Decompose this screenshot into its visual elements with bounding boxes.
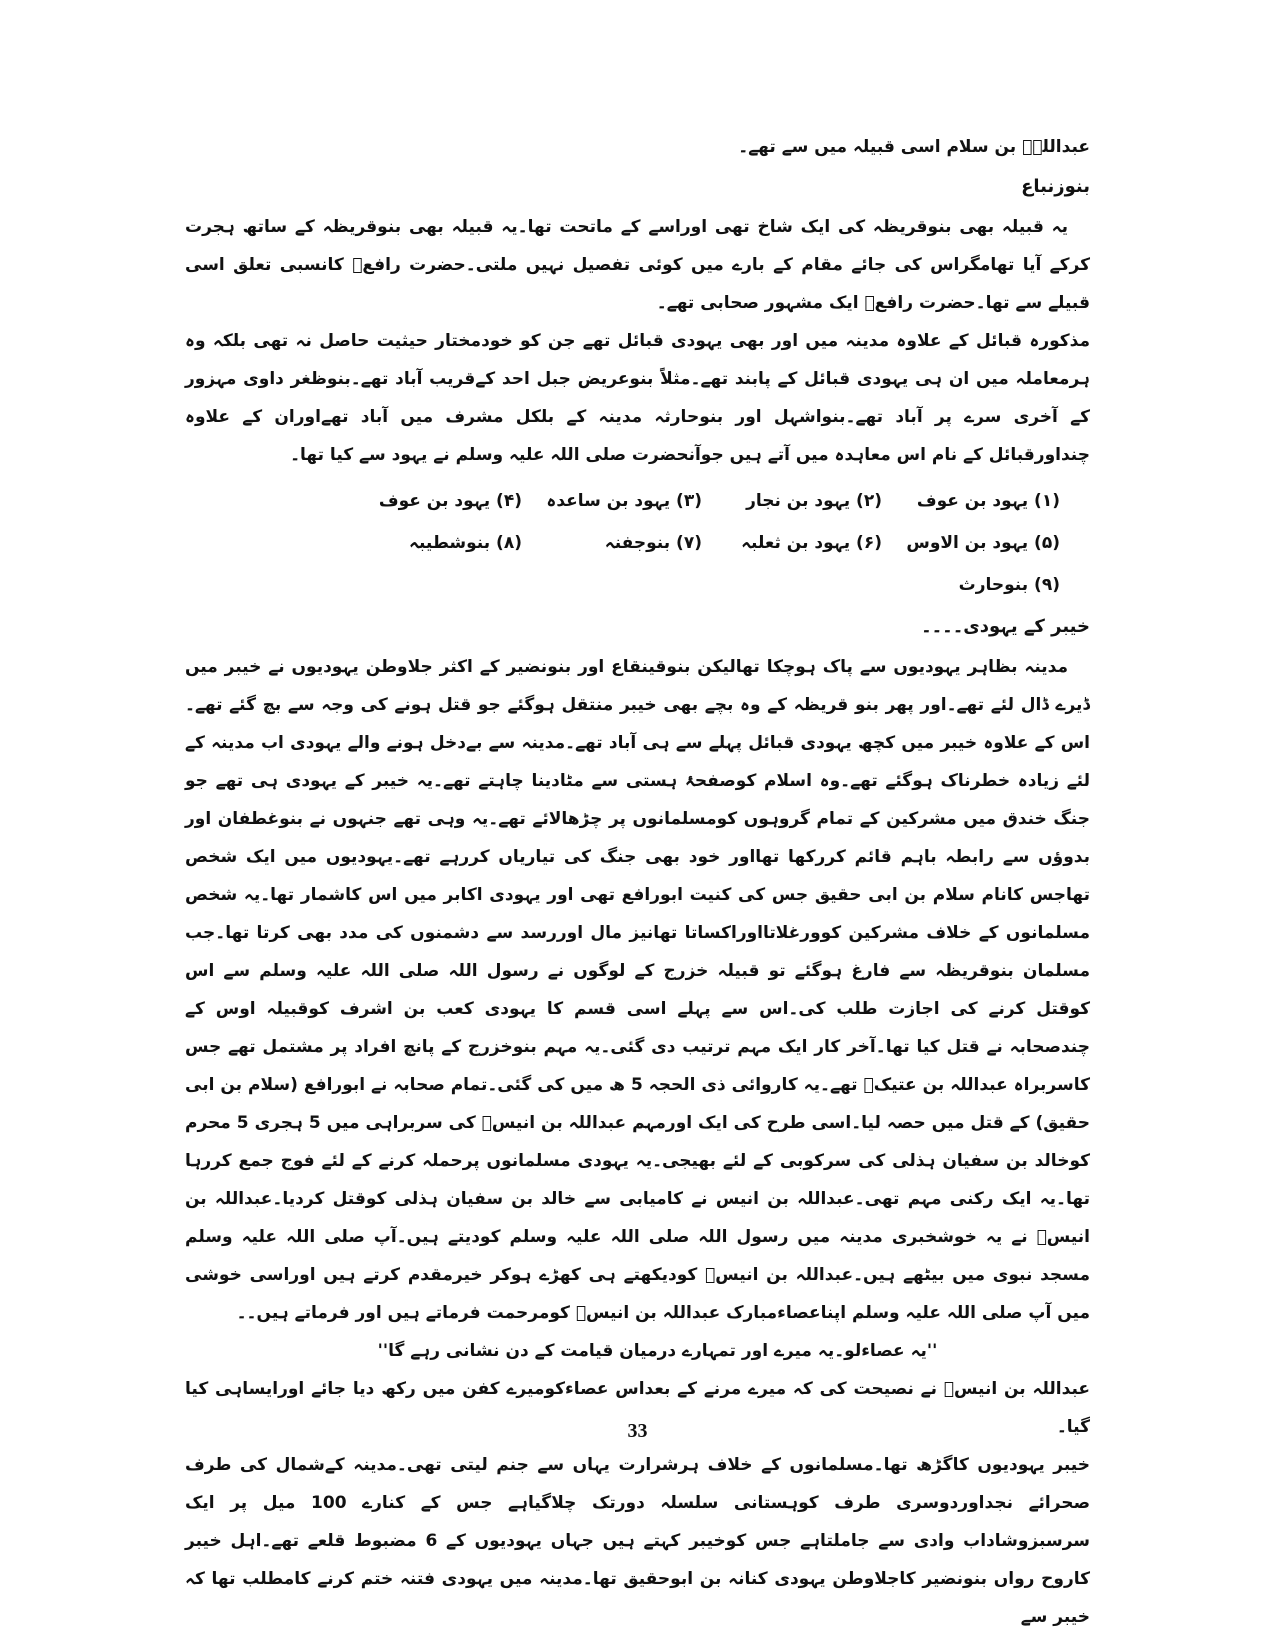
quotation: ''یہ عصاءلو۔یہ میرے اور تمہارے درمیان قیامت کے دن نشانی رہے گا'' <box>377 1341 938 1361</box>
tribe-item-9: (۹) بنوحارث <box>958 575 1060 595</box>
paragraph-3: مدینہ بظاہر یہودیوں سے پاک ہوچکا تھالیکن بنوقینقاع اور بنونضیر کے اکثر جلاوطن یہودیوں نے خیبر میں ڈیرے ڈال لئے تھے۔اور پھر بنو قریظہ کے وہ بچے بھی خیبر منتقل ہوگئے جو قتل ہونے کی وجہ سے بچ گئے تھے۔اس کے علاوہ خیبر میں کچھ یہودی قبائل پہلے سے ہی آباد تھے۔مدینہ سے بےدخل ہونے والے یہودی اب مدینہ کے لئے زیادہ خطرناک ہوگئے تھے۔وہ اسلام کوصفحۂ ہستی سے مٹادینا چاہتے تھے۔یہ خیبر کے یہودی ہی تھے جو جنگ خندق میں مشرکین کے تمام گروہوں کومسلمانوں پر چڑھالائے تھے۔یہ وہی تھے جنہوں نے بنوغطفان اور بدوؤں سے رابطہ باہم قائم کررکھا تھااور خود بھی جنگ کی تیاریاں کررہے تھے۔یہودیوں میں ایک شخص تھاجس کانام سلام بن ابی حقیق جس کی کنیت ابورافع تھی اور یہودی اکابر میں اس کاشمار تھا۔یہ شخص مسلمانوں کے خلاف مشرکین کوورغلاتااوراکساتا تھانیز مال اوررسد سے دشمنوں کی مدد بھی کرتا تھا۔جب مسلمان بنوقریظہ سے فارغ ہوگئے تو قبیلہ خزرج کے لوگوں نے رسول اللہ صلی اللہ علیہ وسلم سے اس کوقتل کرنے کی اجازت طلب کی۔اس سے پہلے اسی قسم کا یہودی کعب بن اشرف کوقبیلہ اوس کے چندصحابہ نے قتل کیا تھا۔آخر کار ایک مہم ترتیب دی گئی۔یہ مہم بنوخزرج کے پانچ افراد پر مشتمل تھے جس کاسربراہ عبداللہ بن عتیکؓ تھے۔یہ کاروائی ذی الحجہ 5 ھ میں کی گئی۔تمام صحابہ نے ابورافع (سلام بن ابی حقیق) کے قتل میں حصہ لیا۔اسی طرح کی ایک اورمہم عبداللہ بن انیسؓ کی سربراہی میں 5 ہجری 5 محرم کوخالد بن سفیان ہذلی کی سرکوبی کے لئے بھیجی۔یہ یہودی مسلمانوں پرحملہ کرنے کے لئے فوج جمع کررہا تھا۔یہ ایک رکنی مہم تھی۔عبداللہ بن انیس نے کامیابی سے خالد بن سفیان ہذلی کوقتل کردیا۔عبداللہ بن انیسؓ نے یہ خوشخبری مدینہ میں رسول اللہ صلی اللہ علیہ وسلم کودیتے ہیں۔آپ صلی اللہ علیہ وسلم مسجد نبوی میں بیٹھے ہیں۔عبداللہ بن انیسؓ کودیکھتے ہی کھڑے ہوکر خیرمقدم کرتے ہیں اوراسی خوشی میں آپ صلی اللہ علیہ وسلم اپناعصاءمبارک عبداللہ بن انیسؓ کومرحمت فرماتے ہیں اور فرماتے ہیں۔۔ <box>185 657 1091 1323</box>
tribe-item-2: (۲) یہود بن نجار <box>746 491 882 511</box>
tribe-item-4: (۴) یہود بن عوف <box>378 491 522 511</box>
tribe-item-5: (۵) یہود بن الاوس <box>906 533 1060 553</box>
paragraph-5: خیبر یہودیوں کاگڑھ تھا۔مسلمانوں کے خلاف ہرشرارت یہاں سے جنم لیتی تھی۔مدینہ کےشمال کی طرف صحرائے نجداوردوسری طرف کوہستانی سلسلہ دورتک چلاگیاہے جس کے کنارے 100 میل پر ایک سرسبزوشاداب وادی سے جاملتاہے جس کوخیبر کہتے ہیں جہاں یہودیوں کے 6 مضبوط قلعے تھے۔اہل خیبر کاروح رواں بنونضیر کاجلاوطن یہودی کنانہ بن ابوحقیق تھا۔مدینہ میں یہودی فتنہ ختم کرنے کامطلب تھا کہ خیبر سے <box>185 1455 1090 1627</box>
paragraph-1: یہ قبیلہ بھی بنوقریظہ کی ایک شاخ تھی اوراسے کے ماتحت تھا۔یہ قبیلہ بھی بنوقریظہ کے ساتھ ہجرت کرکے آیا تھامگراس کی جائے مقام کے بارے میں کوئی تفصیل نہیں ملتی۔حضرت رافعؓ کانسبی تعلق اسی قبیلے سے تھا۔حضرت رافعؓ ایک مشہور صحابی تھے۔ <box>185 217 1090 313</box>
tribe-item-1: (۱) یہود بن عوف <box>916 491 1060 511</box>
section-heading-khaybar: خیبر کے یہودی۔۔۔۔ <box>921 616 1090 637</box>
page-body <box>185 128 1090 1636</box>
section-heading-banu-zunba: بنوزنباع <box>1021 176 1090 197</box>
tribe-list <box>185 480 1090 606</box>
paragraph-2: مذکورہ قبائل کے علاوہ مدینہ میں اور بھی یہودی قبائل تھے جن کو خودمختار حیثیت حاصل نہ تھی بلکہ وہ ہرمعاملہ میں ان ہی یہودی قبائل کے پابند تھے۔مثلاً بنوعریض جبل احد کےقریب آباد تھے۔بنوظغر داوی مہزور کے آخری سرے پر آباد تھے۔بنواشہل اور بنوحارثہ مدینہ کے بلکل مشرف میں آباد تھےاوران کے علاوہ چنداورقبائل کے نام اس معاہدہ میں آتے ہیں جوآنحضرت صلی اللہ علیہ وسلم نے یہود سے کیا تھا۔ <box>185 331 1090 465</box>
tribe-item-8: (۸) بنوشطیبہ <box>409 533 522 553</box>
page-number: 33 <box>627 1420 648 1442</box>
tribe-item-6: (۶) یہود بن ثعلبہ <box>741 533 882 553</box>
tribe-item-3: (۳) یہود بن ساعدہ <box>546 491 702 511</box>
tribe-item-7: (۷) بنوجفنہ <box>604 533 702 553</box>
paragraph-4: عبداللہ بن انیسؓ نے نصیحت کی کہ میرے مرنے کے بعداس عصاءکومیرے کفن میں رکھ دیا جائے اورایساہی کیا گیا۔ <box>185 1379 1090 1437</box>
intro-line: عبداللہؓ بن سلام اسی قبیلہ میں سے تھے۔ <box>738 137 1090 157</box>
